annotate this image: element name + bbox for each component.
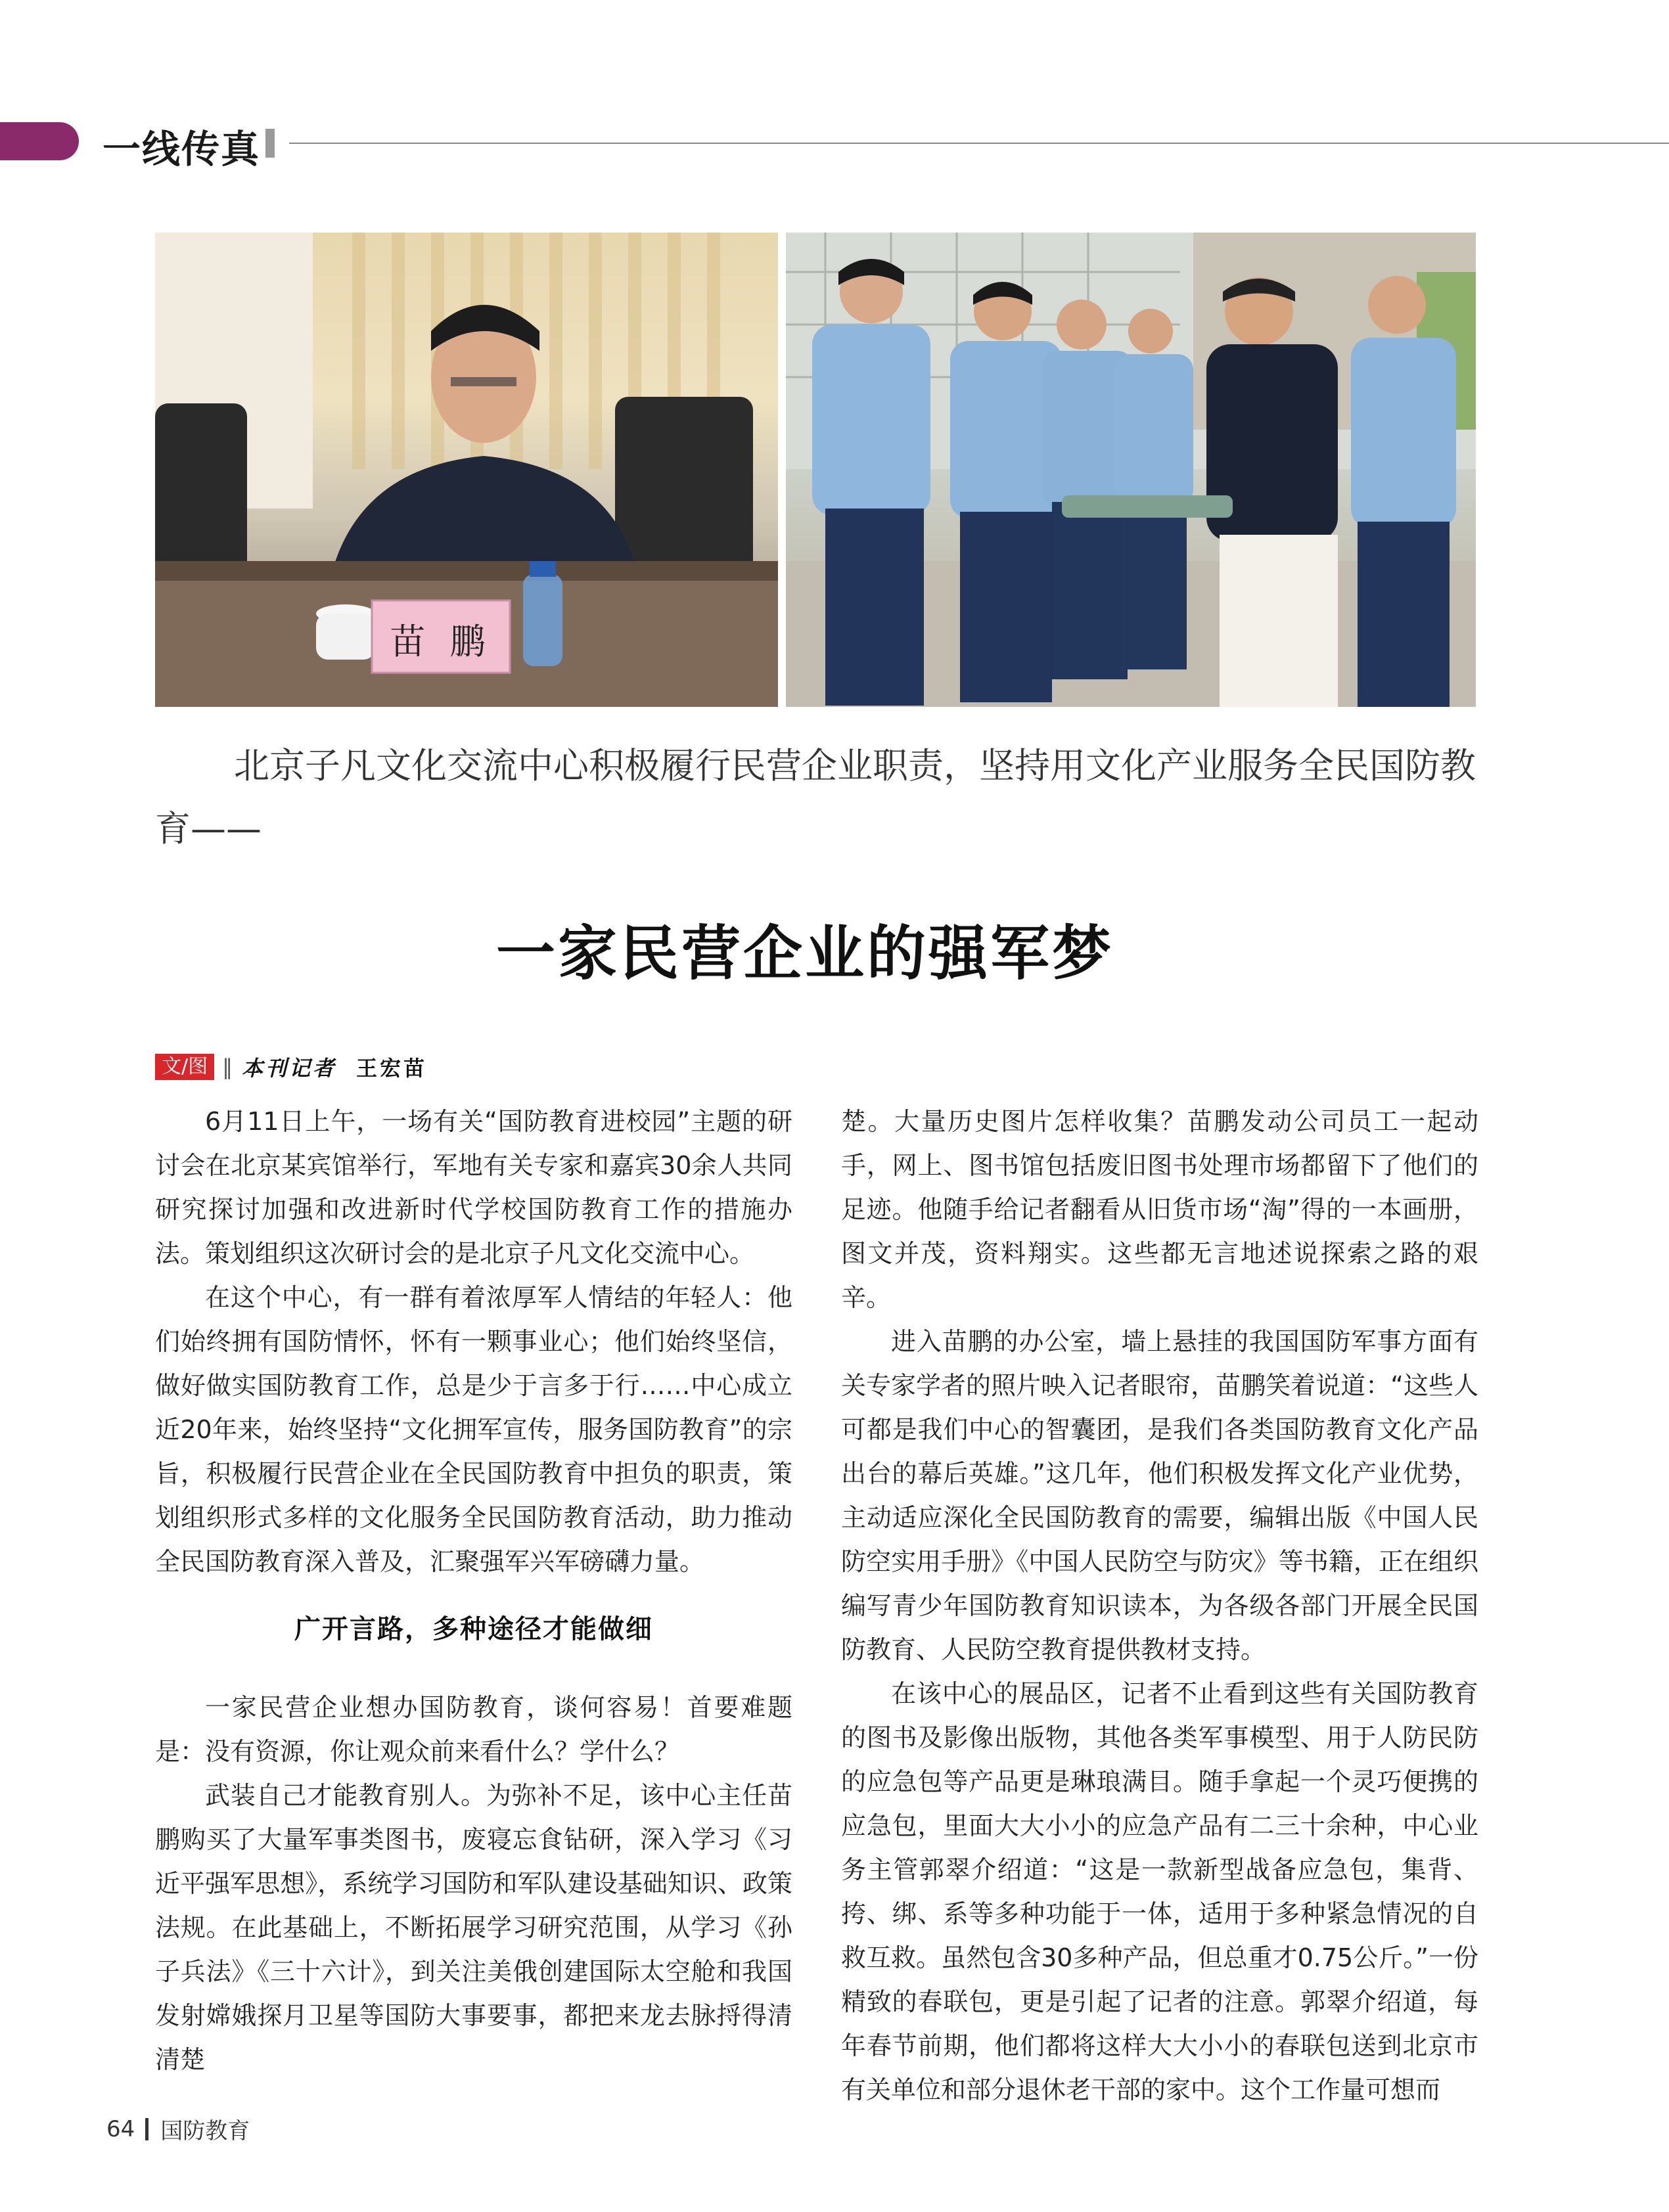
page-number: 64 [106, 2115, 135, 2142]
article-column-right [841, 1100, 1478, 2112]
paragraph: 楚。大量历史图片怎样收集？苗鹏发动公司员工一起动手，网上、图书馆包括废旧图书处理市场都留下了他们的足迹。他随手给记者翻看从旧货市场“淘”得的一本画册，图文并茂，资料翔实。这些都无言地述说探索之路的艰辛。 [841, 1107, 1478, 1312]
header-rule [289, 143, 1669, 144]
paragraph: 进入苗鹏的办公室，墙上悬挂的我国国防军事方面有关专家学者的照片映入记者眼帘，苗鹏笑着说道：“这些人可都是我们中心的智囊团，是我们各类国防教育文化产品出台的幕后英雄。”这几年，他们积极发挥文化产业优势，主动适应深化全民国防教育的需要，编辑出版《中国人民防空实用手册》《中国人民防空与防灾》等书籍，正在组织编写青少年国防教育知识读本，为各级各部门开展全民国防教育、人民防空教育提供教材支持。 [841, 1327, 1478, 1664]
deck-text: 北京子凡文化交流中心积极履行民营企业职责，坚持用文化产业服务全民国防教育—— [155, 745, 1476, 849]
section-subheading: 广开言路，多种途径才能做细 [294, 1614, 653, 1644]
byline-separator: ‖ [222, 1054, 233, 1079]
section-title-divider [265, 129, 275, 158]
paragraph: 6月11日上午，一场有关“国防教育进校园”主题的研讨会在北京某宾馆举行，军地有关专家和嘉宾30余人共同研究探讨加强和改进新时代学校国防教育工作的措施办法。策划组织这次研讨会的是北京子凡文化交流中心。 [155, 1107, 792, 1268]
byline-author: 王宏苗 [356, 1056, 428, 1081]
article-column-left [155, 1100, 792, 2082]
article-headline: 一家民营企业的强军梦 [496, 919, 1114, 988]
byline-tag: 文/图 [155, 1054, 214, 1080]
photo-ceremony-illustration [786, 233, 1476, 707]
paragraph: 一家民营企业想办国防教育，谈何容易！首要难题是：没有资源，你让观众前来看什么？学什么？ [155, 1693, 792, 1766]
nameplate-text: 苗 鹏 [390, 621, 492, 662]
magazine-name: 国防教育 [160, 2118, 250, 2144]
page-footer [106, 2113, 250, 2145]
byline [155, 1054, 427, 1080]
section-title: 一线传真 [103, 127, 261, 171]
footer-divider [145, 2118, 149, 2140]
photo-ceremony [786, 233, 1476, 707]
article-deck [155, 734, 1476, 861]
section-accent-pill [0, 122, 79, 160]
byline-role: 本刊记者 [242, 1056, 337, 1081]
photo-interview [155, 233, 778, 707]
paragraph: 在这个中心，有一群有着浓厚军人情结的年轻人：他们始终拥有国防情怀，怀有一颗事业心；他们始终坚信，做好做实国防教育工作，总是少于言多于行……中心成立近20年来，始终坚持“文化拥军宣传，服务国防教育”的宗旨，积极履行民营企业在全民国防教育中担负的职责，策划组织形式多样的文化服务全民国防教育活动，助力推动全民国防教育深入普及，汇聚强军兴军磅礴力量。 [155, 1283, 792, 1576]
paragraph: 在该中心的展品区，记者不止看到这些有关国防教育的图书及影像出版物，其他各类军事模型、用于人防民防的应急包等产品更是琳琅满目。随手拿起一个灵巧便携的应急包，里面大大小小的应急产品有二三十余种，中心业务主管郭翠介绍道：“这是一款新型战备应急包，集背、挎、绑、系等多种功能于一体，适用于多种紧急情况的自救互救。虽然包含30多种产品，但总重才0.75公斤。”一份精致的春联包，更是引起了记者的注意。郭翠介绍道，每年春节前期，他们都将这样大大小小的春联包送到北京市有关单位和部分退休老干部的家中。这个工作量可想而 [841, 1679, 1478, 2104]
paragraph: 武装自己才能教育别人。为弥补不足，该中心主任苗鹏购买了大量军事类图书，废寝忘食钻研，深入学习《习近平强军思想》，系统学习国防和军队建设基础知识、政策法规。在此基础上，不断拓展学习研究范围，从学习《孙子兵法》《三十六计》，到关注美俄创建国际太空舱和我国发射嫦娥探月卫星等国防大事要事，都把来龙去脉捋得清清楚 [155, 1781, 792, 2074]
